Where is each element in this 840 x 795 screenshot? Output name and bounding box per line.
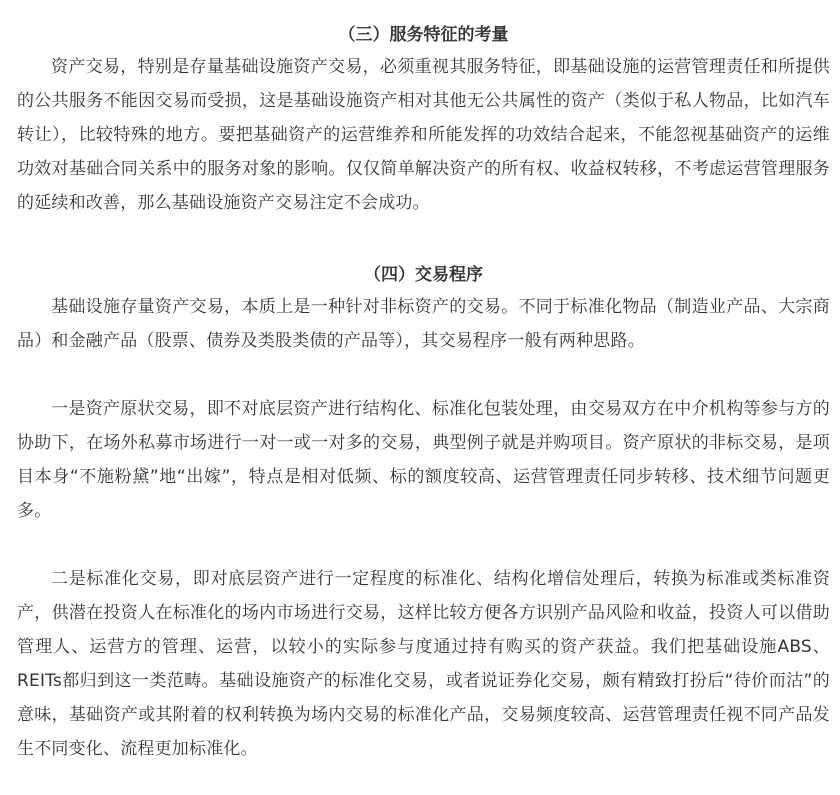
paragraph-standardized-transaction: 二是标准化交易，即对底层资产进行一定程度的标准化、结构化增信处理后，转换为标准或类标准资产，供潜在投资人在标准化的场内市场进行交易，这样比较方便各方识别产品风险和收益，投资人可以借助管理人、运营方的管理、运营，以较小的实际参与度通过持有购买的资产获益。我们把基础设施ABS、REITs都归到这一类范畴。基础设施资产的标准化交易，或者说证券化交易，颇有精致打扮后“待价而沽”的意味，基础资产或其附着的权利转换为场内交易的标准化产品，交易频度较高、运营管理责任视不同产品发生不同变化、流程更加标准化。 [17, 569, 830, 759]
paragraph-procedure-intro: 基础设施存量资产交易，本质上是一种针对非标资产的交易。不同于标准化物品（制造业产品、大宗商品）和金融产品（股票、债券及类股类债的产品等），其交易程序一般有两种思路。 [17, 297, 830, 351]
spacer [17, 358, 830, 392]
section-heading-service-features: （三）服务特征的考量 [338, 25, 509, 45]
paragraph-service-features: 资产交易，特别是存量基础设施资产交易，必须重视其服务特征，即基础设施的运营管理责任和所提供的公共服务不能因交易而受损，这是基础设施资产相对其他无公共属性的资产（类似于私人物品，比如汽车转让），比较特殊的地方。要把基础资产的运营维养和所能发挥的功效结合起来，不能忽视基础资产的运维功效对基础合同关系中的服务对象的影响。仅仅简单解决资产的所有权、收益权转移，不考虑运营管理服务的延续和改善，那么基础设施资产交易注定不会成功。 [17, 57, 830, 213]
spacer [17, 528, 830, 562]
spacer [17, 220, 830, 254]
paragraph-original-state-transaction: 一是资产原状交易，即不对底层资产进行结构化、标准化包装处理，由交易双方在中介机构等参与方的协助下，在场外私募市场进行一对一或一对多的交易，典型例子就是并购项目。资产原状的非标交易，是项目本身“不施粉黛”地“出嫁”，特点是相对低频、标的额度较高、运营管理责任同步转移、技术细节问题更多。 [17, 399, 830, 521]
section-heading-transaction-procedure: （四）交易程序 [364, 265, 483, 285]
